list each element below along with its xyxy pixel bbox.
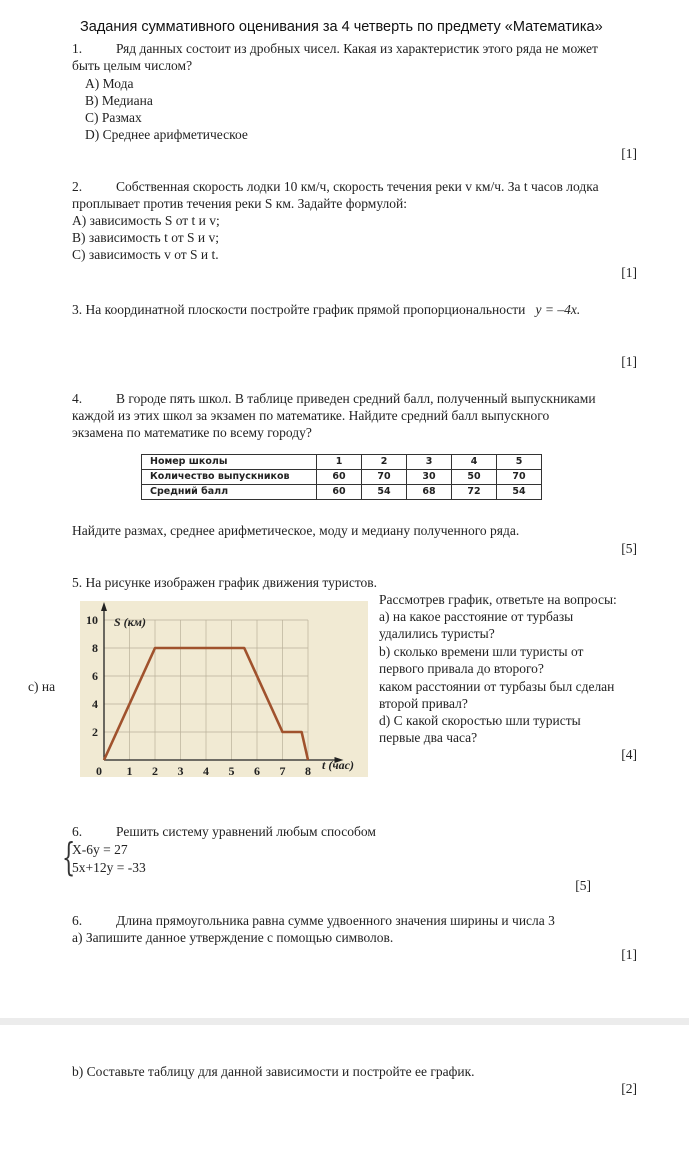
table-cell: 2: [362, 455, 407, 470]
q1-mark: [1]: [621, 146, 637, 161]
q5-right-line: первые два часа?: [379, 730, 478, 745]
x-tick-label: 1: [126, 764, 133, 777]
q2-number: 2.: [72, 179, 83, 194]
q6a-line: [72, 823, 376, 840]
q5-right-line: каком расстоянии от турбазы был сделан: [379, 679, 615, 694]
table-cell: 60: [317, 485, 362, 500]
x-tick-label: 2: [152, 764, 158, 777]
q6b-line: [72, 912, 555, 929]
x-tick-label: 4: [203, 764, 209, 777]
q5-right-line: b) сколько времени шли туристы от: [379, 644, 584, 659]
q1-option-b: B) Медиана: [85, 93, 153, 108]
q5-right-line: удалились туристы?: [379, 626, 495, 641]
q1-option-c: C) Размах: [85, 110, 142, 125]
table-cell: 4: [452, 455, 497, 470]
motion-chart: [80, 601, 368, 777]
q5-right-line: d) С какой скоростью шли туристы: [379, 713, 581, 728]
y-tick-label: 10: [86, 613, 98, 627]
table-cell: Средний балл: [142, 485, 317, 500]
table-cell: 1: [317, 455, 362, 470]
table-cell: 54: [497, 485, 542, 500]
table-cell: 3: [407, 455, 452, 470]
q6b-mark: [1]: [621, 947, 637, 962]
table-cell: Номер школы: [142, 455, 317, 470]
q5-left-note: с) на: [28, 679, 56, 694]
table-cell: 60: [317, 470, 362, 485]
q1-line1: [72, 40, 598, 57]
q2-line2: проплывает против течения реки S км. Задайте формулой:: [72, 196, 407, 211]
x-tick-label: 6: [254, 764, 260, 777]
page-separator: [0, 1018, 689, 1025]
table-cell: Количество выпускников: [142, 470, 317, 485]
x-tick-label: 8: [305, 764, 311, 777]
q6c-text: b) Составьте таблицу для данной зависимости и постройте ее график.: [72, 1064, 475, 1079]
q4-text: В городе пять школ. В таблице приведен средний балл, полученный выпускниками: [116, 391, 596, 406]
q4-after: Найдите размах, среднее арифметическое, моду и медиану полученного ряда.: [72, 523, 520, 538]
q2-line1: [72, 178, 599, 195]
table-row: [142, 485, 542, 500]
q6a-mark: [5]: [575, 878, 591, 893]
q1-option-a: A) Мода: [85, 76, 134, 91]
q6b-sub: а) Запишите данное утверждение с помощью символов.: [72, 930, 394, 945]
table-row: [142, 455, 542, 470]
q6c-mark: [2]: [621, 1081, 637, 1096]
y-axis-title: S (км): [114, 615, 146, 629]
table-row: [142, 470, 542, 485]
q2-option-c: C) зависимость v от S и t.: [72, 247, 219, 262]
q5-text: 5. На рисунке изображен график движения туристов.: [72, 575, 378, 590]
y-tick-label: 8: [92, 641, 98, 655]
table-cell: 68: [407, 485, 452, 500]
q2-option-a: A) зависимость S от t и v;: [72, 213, 220, 228]
q3-text: 3. На координатной плоскости постройте график прямой пропорциональности: [72, 302, 526, 317]
table-cell: 54: [362, 485, 407, 500]
q6b-text: Длина прямоугольника равна сумме удвоенного значения ширины и числа 3: [116, 913, 555, 928]
equation-2: 5x+12y = -33: [72, 860, 146, 875]
q4-line1: [72, 390, 596, 407]
system-brace: {: [62, 835, 76, 879]
q3-line: [72, 301, 580, 318]
q6a-number: 6.: [72, 824, 83, 839]
q3-formula: y = –4x.: [535, 302, 581, 317]
q3-mark: [1]: [621, 354, 637, 369]
q6a-text: Решить систему уравнений любым способом: [116, 824, 376, 839]
x-axis-title: t (час): [322, 758, 354, 772]
q2-mark: [1]: [621, 265, 637, 280]
table-cell: 70: [497, 470, 542, 485]
table-cell: 5: [497, 455, 542, 470]
q4-mark: [5]: [621, 541, 637, 556]
x-tick-label: 5: [228, 764, 235, 777]
q5-right-line: первого привала до второго?: [379, 661, 544, 676]
y-tick-label: 6: [92, 669, 98, 683]
school-table: [141, 454, 542, 500]
q4-number: 4.: [72, 391, 83, 406]
y-tick-label: 4: [92, 697, 98, 711]
q1-option-d: D) Среднее арифметическое: [85, 127, 248, 142]
q1-text: Ряд данных состоит из дробных чисел. Какая из характеристик этого ряда не может: [116, 41, 598, 56]
y-tick-label: 2: [92, 725, 98, 739]
q2-text: Собственная скорость лодки 10 км/ч, скорость течения реки v км/ч. За t часов лодка: [116, 179, 599, 194]
x-tick-label: 3: [177, 764, 184, 777]
table-cell: 30: [407, 470, 452, 485]
x-tick-label: 0: [96, 764, 102, 777]
table-cell: 72: [452, 485, 497, 500]
q5-right-line: а) на какое расстояние от турбазы: [379, 609, 574, 624]
q1-line2: быть целым числом?: [72, 58, 193, 73]
q4-line3: экзамена по математике по всему городу?: [72, 425, 312, 440]
q5-mark: [4]: [621, 747, 637, 762]
page-title: Задания суммативного оценивания за 4 четверть по предмету «Математика»: [80, 19, 603, 35]
q5-right-line: второй привал?: [379, 696, 468, 711]
q2-option-b: B) зависимость t от S и v;: [72, 230, 220, 245]
q6b-number: 6.: [72, 913, 83, 928]
q1-number: 1.: [72, 41, 83, 56]
q4-line2: каждой из этих школ за экзамен по математике. Найдите средний балл выпускного: [72, 408, 550, 423]
equation-1: X-6y = 27: [72, 842, 128, 857]
x-tick-label: 7: [279, 764, 286, 777]
q5-right-line: Рассмотрев график, ответьте на вопросы:: [379, 592, 617, 607]
table-cell: 70: [362, 470, 407, 485]
table-cell: 50: [452, 470, 497, 485]
